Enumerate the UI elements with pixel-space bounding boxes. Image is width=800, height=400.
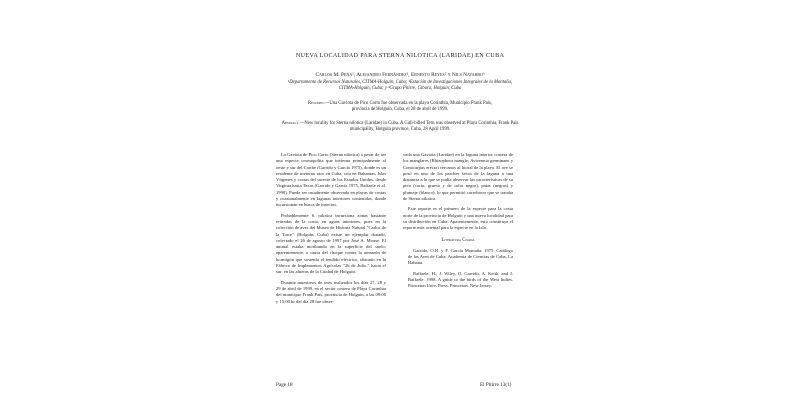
reference-item: Raffaele, H., J. Wiley, O. Garrido, A. Keith, and J. Raffaele. 1998. A guide to the birds of the West Indies. Princeton Univ. Press, Princeton, New Jersey. xyxy=(408,270,513,289)
author-affiliations xyxy=(260,80,540,92)
abstract-label: Abstract. xyxy=(281,121,300,126)
abstract-text: —New locality for Sterna nilotica (Laridae) in Cuba. A Gull-billed Tern was observed at Playa Corinthia, Frank País municipality, Holguín province, Cuba, 28 April 1999. xyxy=(299,121,519,132)
literature-heading: Literatura Citada xyxy=(441,237,475,243)
article-authors: Carlos M. Peña¹, Alejandro Fernández¹, Ernesto Reyes² y Nils Navarro³ xyxy=(315,72,485,78)
body-paragraph: Durante muestreos de aves realizados los días 27, 28 y 29 de abril de 1999, en el sector costero de Playa Corinthia del municipio Frank País, provincia de Holguín, a las 09:00 y 15:00 hr del día 28 fue obser- xyxy=(276,279,386,304)
body-column-left xyxy=(276,152,386,309)
affiliation-line: ¹Departamento de Recursos Naturales, CITMA-Holguín, Cuba; ²Estación de Investigaciones Integrales de la Montaña, xyxy=(287,80,513,85)
affiliation-line: CITMA-Holguín, Cuba; y ³Grupo Pitirre, Gibara, Holguín, Cuba xyxy=(338,86,462,91)
resumen-label: Resumen. xyxy=(308,101,325,106)
resumen xyxy=(300,101,500,113)
reference-item: Garrido, O.H. y F. García Montaña. 1975. Catálogo de las Aves de Cuba. Academia de Ciencias de Cuba, La Habana. xyxy=(408,247,513,266)
article-title: NUEVA LOCALIDAD PARA STERNA NILOTICA (LARIDAE) EN CUBA xyxy=(295,52,505,59)
abstract xyxy=(280,121,520,133)
body-paragraph: Este reporte es el primero de la especie para la costa norte de la provincia de Holguín y una nueva localidad para su distribución en Cuba. Aparentemente, esto constituye el reporte más oriental para la especie en la Isla. xyxy=(403,206,513,231)
page-number: Page 18 xyxy=(276,382,293,388)
resumen-text: —Una Gaviota de Pico Corto fue observada en la playa Corinthia, Municipio Frank País, provincia de Holguín, Cuba, el 28 de abril de 1999. xyxy=(324,101,492,112)
body-paragraph: La Gaviota de Pico Corto (Sterna nilotica) a pesar de ser una especie cosmopolita que invierna principalmente al oeste y sur del Caribe (Garrido y García 1975), donde es un residente de invierno raro en Cuba, cría en Bahamas, Islas Vírgenes y costas del sureste de los Estados Unidos, desde Virginia hasta Texas (Garrido y García 1975, Raffaele et al. 1998). Puede ser usualmente observada en playas de costas y ocasionalmente en lagunas interiores contenidas, donde incursionan en busca de insectos. xyxy=(276,152,386,208)
journal-issue: El Pitirre 13(1) xyxy=(480,382,512,388)
body-column-right xyxy=(403,152,513,294)
body-paragraph: Probablemente S. nilotica incursiona zonas bastante retiradas de la costa, en aguas interiores, pues en la colección de aves del Museo de Historia Natural "Carlos de la Torre" (Holguín, Cuba) existe un ejemplar donado, colectado el 26 de agosto de 1997 por José A. Mouse. El animal estaba moribundo en la superficie del suelo, aparentemente, a causa del choque contra la armazón de hormigón que sostenía el tendido eléctrico, ubicado en la Fábrica de Implementos Agrícolas "26 de Julio," hacia el sur, en las afueras de la Ciudad de Holguín. xyxy=(276,212,386,275)
body-paragraph: vada una Gaviota (Laridae) en la laguna interior costera de los manglares (Rhizophora mangle, Avicennia germinans y Conocarpus erecta) cercanos al litoral de la playa. El ave se posó en uno de los parches secos de la laguna a una distancia a la que se podía observar las características de su pico (corto, grueso y de color negro), patas (negras) y plumaje (blanco); lo que permitió corroborar que se trataba de Sterna nilotica. xyxy=(403,152,513,202)
